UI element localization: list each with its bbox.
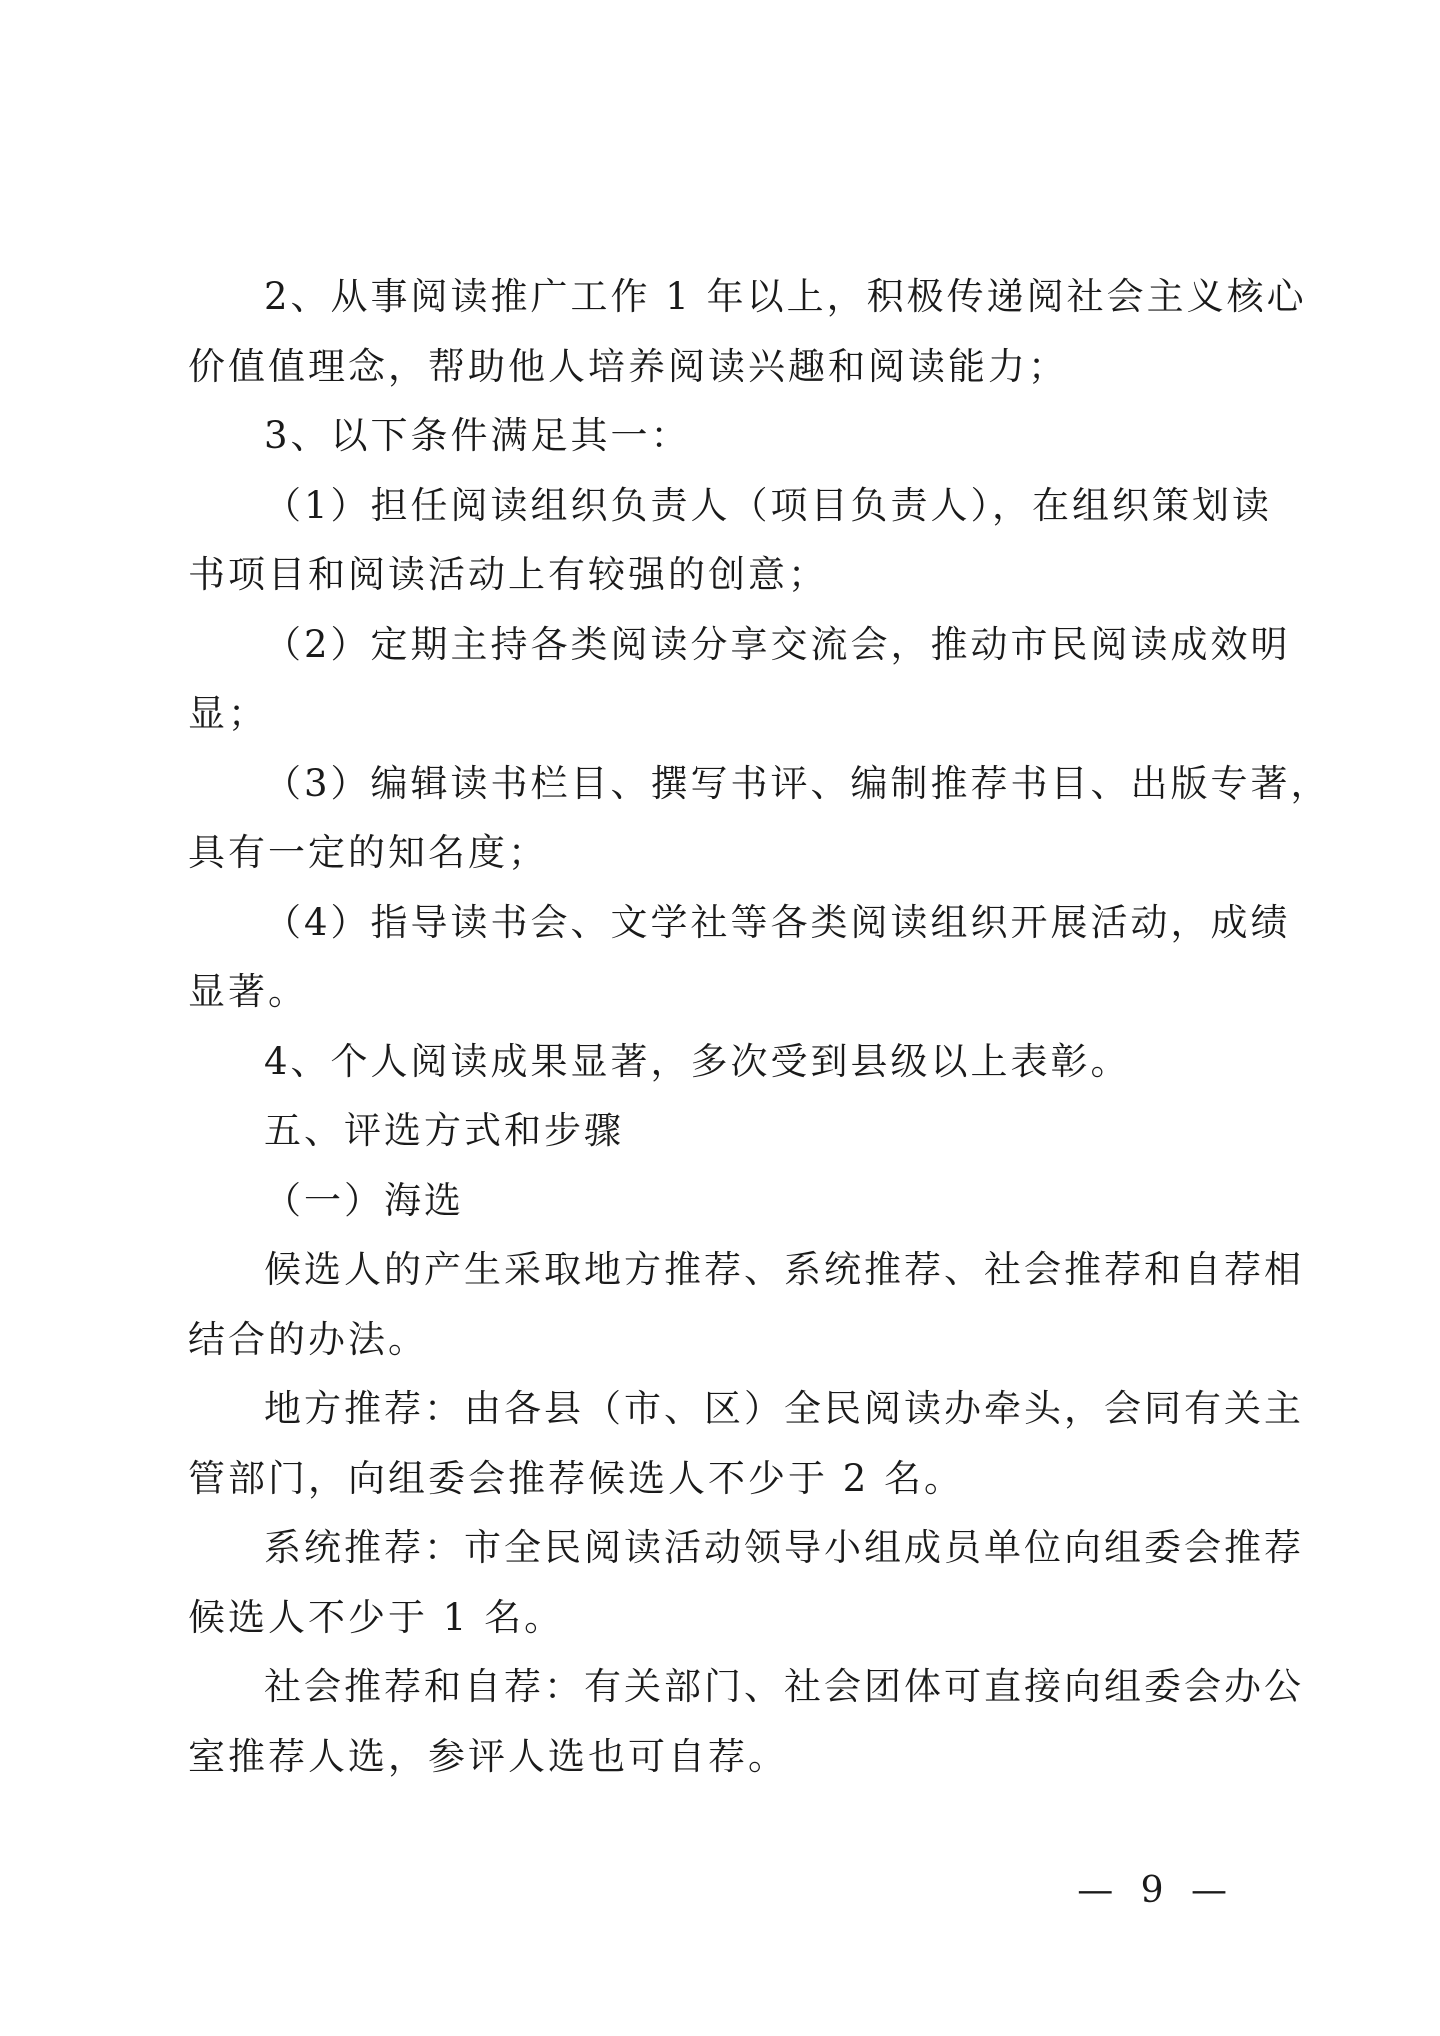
paragraph-line: （3）编辑读书栏目、撰写书评、编制推荐书目、出版专著，: [264, 761, 1331, 805]
section-heading: 五、评选方式和步骤: [264, 1109, 624, 1152]
paragraph-line: 候选人的产生采取地方推荐、系统推荐、社会推荐和自荐相: [264, 1248, 1304, 1291]
paragraph-line: 书项目和阅读活动上有较强的创意；: [188, 553, 828, 596]
paragraph-line: 地方推荐：由各县（市、区）全民阅读办牵头，会同有关主: [264, 1387, 1304, 1430]
paragraph-line: 社会推荐和自荐：有关部门、社会团体可直接向组委会办公: [264, 1665, 1304, 1708]
paragraph-line: 4、个人阅读成果显著，多次受到县级以上表彰。: [264, 1039, 1131, 1083]
subsection-heading: （一）海选: [264, 1178, 464, 1222]
paragraph-line: 显；: [188, 692, 268, 735]
paragraph-line: 系统推荐：市全民阅读活动领导小组成员单位向组委会推荐: [264, 1526, 1304, 1569]
paragraph-line: 结合的办法。: [188, 1317, 428, 1361]
paragraph-line: 价值值理念，帮助他人培养阅读兴趣和阅读能力；: [188, 344, 1068, 388]
paragraph-line: 候选人不少于 1 名。: [188, 1595, 565, 1639]
paragraph-line: 3、以下条件满足其一：: [264, 414, 691, 457]
paragraph-line: 2、从事阅读推广工作 1 年以上，积极传递阅社会主义核心: [264, 275, 1307, 318]
document-body: [188, 262, 1331, 1791]
paragraph-line: （2）定期主持各类阅读分享交流会，推动市民阅读成效明: [264, 622, 1291, 666]
paragraph-line: （4）指导读书会、文学社等各类阅读组织开展活动，成绩: [264, 900, 1291, 944]
paragraph-line: 管部门，向组委会推荐候选人不少于 2 名。: [188, 1456, 965, 1500]
page-number: — 9 —: [1077, 1870, 1235, 1911]
paragraph-line: 显著。: [188, 970, 308, 1013]
paragraph-line: （1）担任阅读组织负责人（项目负责人），在组织策划读: [264, 483, 1273, 527]
paragraph-line: 具有一定的知名度；: [188, 831, 548, 874]
paragraph-line: 室推荐人选，参评人选也可自荐。: [188, 1734, 788, 1778]
